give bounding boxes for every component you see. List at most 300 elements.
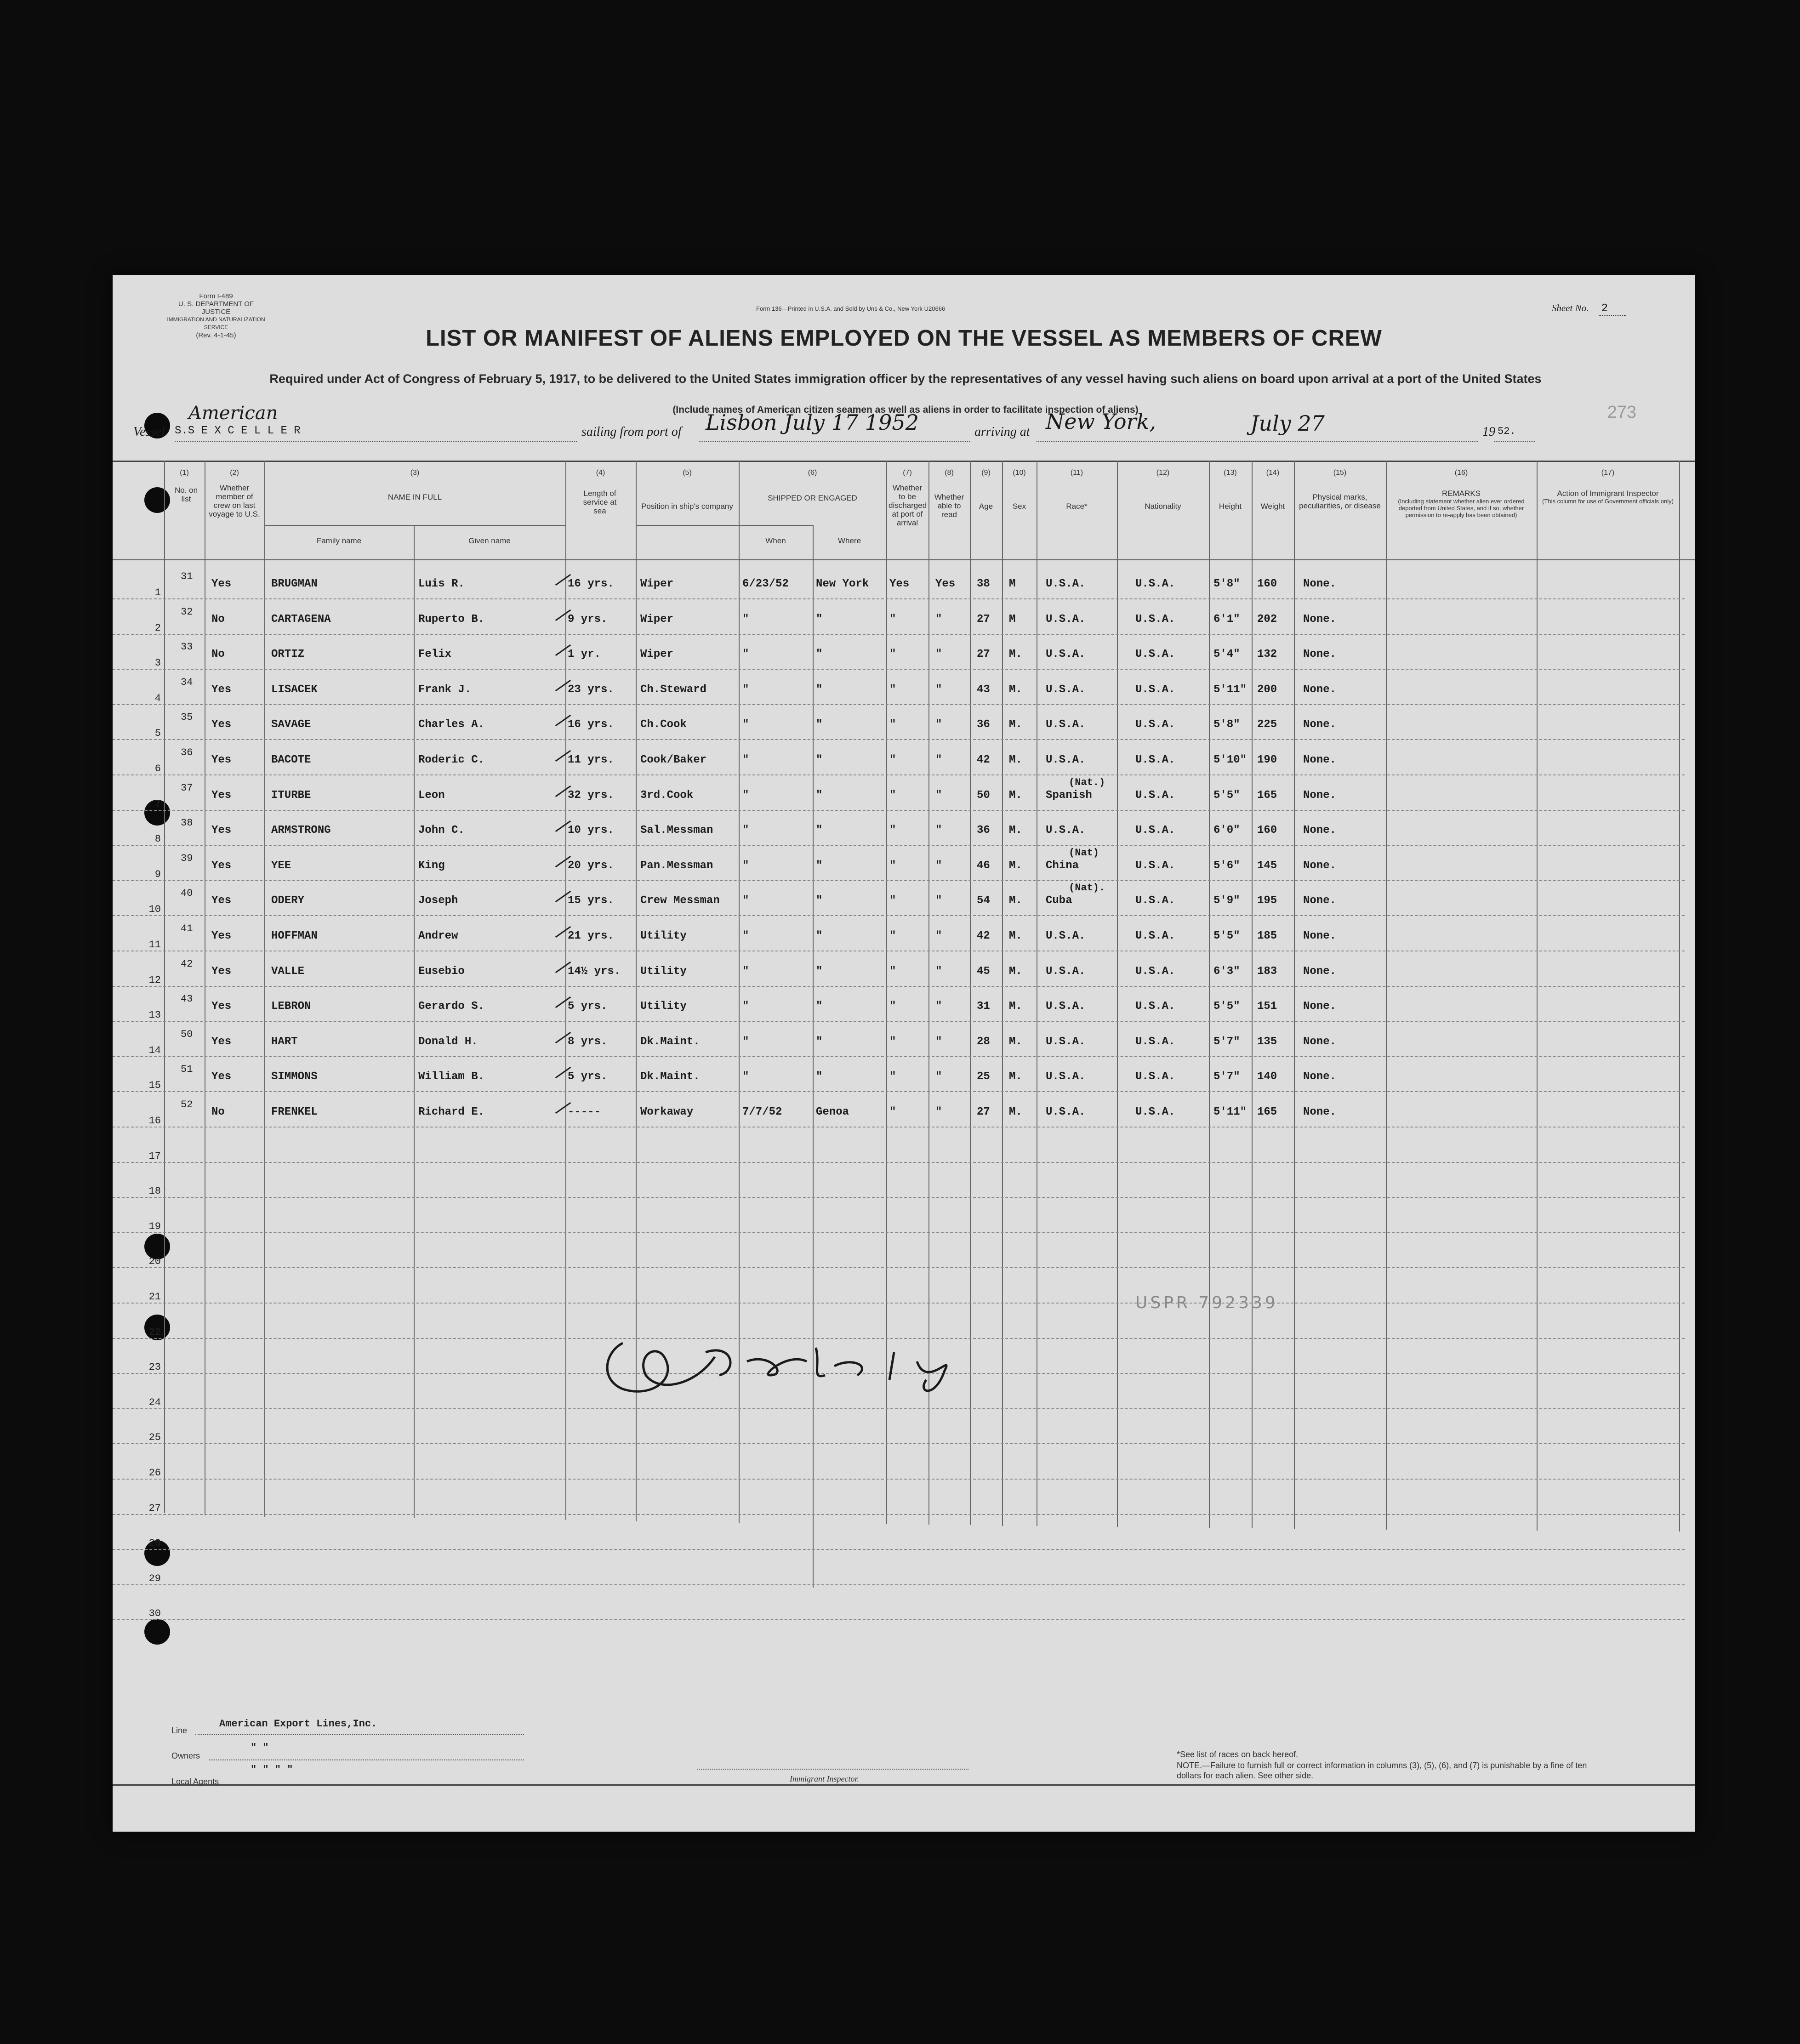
- row-divider: [113, 1443, 1685, 1444]
- cell-no: 38: [181, 817, 193, 829]
- cell-given: Joseph: [418, 894, 458, 907]
- cell-service: 16 yrs.: [568, 718, 614, 731]
- cell-age: 50: [977, 789, 990, 802]
- row-number: 28: [148, 1537, 161, 1549]
- vessel-label: Vessel: [133, 425, 165, 439]
- col-num: (10): [1013, 469, 1026, 477]
- cell-when: ": [742, 718, 749, 731]
- cell-where: New York: [816, 578, 869, 590]
- cell-service: 32 yrs.: [568, 789, 614, 802]
- cell-given: Roderic C.: [418, 754, 485, 766]
- instruction-note: (Include names of American citizen seamen as well as aliens in order to facilitate inspection of aliens): [672, 404, 1139, 415]
- row-divider: [113, 1514, 1685, 1515]
- cell-height: 5'9": [1213, 894, 1240, 907]
- action-note: (This column for use of Government officials only): [1542, 498, 1674, 505]
- row-number: 30: [148, 1608, 161, 1620]
- row-number: 22: [148, 1326, 161, 1338]
- cell-no: 42: [181, 958, 193, 970]
- cell-where: ": [816, 1035, 823, 1048]
- row-number: 20: [148, 1256, 161, 1268]
- line-label: Line: [171, 1726, 188, 1735]
- cell-service: 8 yrs.: [568, 1035, 608, 1048]
- cell-position: Wiper: [640, 613, 674, 626]
- cell-discharged: ": [889, 859, 896, 872]
- cell-prev: Yes: [211, 718, 232, 731]
- cell-weight: 190: [1257, 754, 1277, 766]
- inspector-signature: [595, 1319, 1009, 1417]
- cell-family: ARMSTRONG: [271, 824, 331, 837]
- inspector-label: Immigrant Inspector.: [790, 1774, 859, 1783]
- cell-prev: Yes: [211, 1035, 232, 1048]
- cell-discharged: ": [889, 824, 896, 837]
- col-head-marks: Physical marks, peculiarities, or disease: [1299, 493, 1381, 510]
- cell-no: 35: [181, 712, 193, 723]
- col-head-sex: Sex: [1012, 502, 1026, 511]
- cell-race: U.S.A.: [1046, 754, 1086, 766]
- cell-weight: 145: [1257, 859, 1277, 872]
- row-divider: [113, 739, 1685, 740]
- year-value: 52.: [1498, 426, 1516, 437]
- row-number: 14: [148, 1044, 161, 1056]
- cell-family: ITURBE: [271, 789, 311, 802]
- cell-discharged: ": [889, 1070, 896, 1083]
- cell-when: 7/7/52: [742, 1106, 782, 1118]
- cell-read: ": [935, 930, 942, 942]
- cell-no: 39: [181, 852, 193, 864]
- row-divider: [113, 1021, 1685, 1022]
- cell-no: 34: [181, 676, 193, 688]
- cell-age: 36: [977, 718, 990, 731]
- cell-marks: None.: [1303, 578, 1337, 590]
- cell-when: ": [742, 754, 749, 766]
- row-number: 11: [148, 939, 161, 951]
- col-head-service: Length of service at sea: [583, 489, 617, 515]
- sailing-port: Lisbon July 17 1952: [706, 410, 919, 435]
- row-number: 26: [148, 1467, 161, 1479]
- cell-race: U.S.A.: [1046, 683, 1086, 696]
- cell-family: FRENKEL: [271, 1106, 318, 1118]
- cell-when: ": [742, 930, 749, 942]
- cell-prev: Yes: [211, 965, 232, 978]
- cell-given: Luis R.: [418, 578, 465, 590]
- cell-marks: None.: [1303, 1106, 1337, 1118]
- row-divider: [113, 1303, 1685, 1304]
- cell-position: Wiper: [640, 648, 674, 661]
- row-number: 4: [154, 692, 161, 704]
- cell-position: Sal.Messman: [640, 824, 713, 837]
- cell-when: ": [742, 613, 749, 626]
- cell-prev: Yes: [211, 1070, 232, 1083]
- cell-read: Yes: [935, 578, 956, 590]
- cell-weight: 183: [1257, 965, 1277, 978]
- row-number: 3: [154, 657, 161, 669]
- cell-no: 32: [181, 606, 193, 618]
- cell-position: Ch.Steward: [640, 683, 707, 696]
- cell-family: LISACEK: [271, 683, 318, 696]
- col-num: (7): [903, 469, 912, 477]
- cell-no: 33: [181, 641, 193, 653]
- col-num: (15): [1333, 469, 1347, 477]
- col-num: (14): [1266, 469, 1280, 477]
- cell-age: 27: [977, 648, 990, 661]
- cell-height: 5'8": [1213, 718, 1240, 731]
- row-number: 29: [148, 1572, 161, 1584]
- cell-height: 5'11": [1213, 683, 1247, 696]
- cell-marks: None.: [1303, 965, 1337, 978]
- cell-height: 5'11": [1213, 1106, 1247, 1118]
- cell-nationality: U.S.A.: [1135, 894, 1175, 907]
- cell-nationality: U.S.A.: [1135, 1000, 1175, 1013]
- cell-where: ": [816, 683, 823, 696]
- col-num: (1): [180, 469, 189, 477]
- cell-prev: Yes: [211, 1000, 232, 1013]
- cell-race: Spanish: [1046, 789, 1092, 802]
- cell-nationality: U.S.A.: [1135, 824, 1175, 837]
- col-num: (2): [230, 469, 239, 477]
- cell-no: 37: [181, 782, 193, 794]
- cell-prev: Yes: [211, 578, 232, 590]
- cell-family: HART: [271, 1035, 298, 1048]
- cell-family: LEBRON: [271, 1000, 311, 1013]
- page-title: LIST OR MANIFEST OF ALIENS EMPLOYED ON THE VESSEL AS MEMBERS OF CREW: [426, 326, 1382, 351]
- col-num: (9): [981, 469, 991, 477]
- cell-read: ": [935, 965, 942, 978]
- cell-position: Ch.Cook: [640, 718, 687, 731]
- row-divider: [113, 704, 1685, 705]
- cell-given: Felix: [418, 648, 452, 661]
- uspr-annotation: USPR 792339: [1135, 1293, 1278, 1312]
- col-head-position: Position in ship's company: [641, 502, 733, 511]
- cell-where: ": [816, 648, 823, 661]
- cell-read: ": [935, 859, 942, 872]
- cell-sex: M.: [1009, 930, 1022, 942]
- year-prefix: 19: [1482, 425, 1495, 439]
- cell-family: SIMMONS: [271, 1070, 318, 1083]
- cell-weight: 151: [1257, 1000, 1277, 1013]
- cell-when: ": [742, 1035, 749, 1048]
- row-number: 13: [148, 1009, 161, 1021]
- row-divider: [113, 810, 1685, 811]
- cell-position: Wiper: [640, 578, 674, 590]
- row-divider: [113, 1197, 1685, 1198]
- cell-given: William B.: [418, 1070, 485, 1083]
- cell-prev: No: [211, 613, 225, 626]
- cell-marks: None.: [1303, 894, 1337, 907]
- cell-position: Utility: [640, 1000, 687, 1013]
- cell-nationality: U.S.A.: [1135, 965, 1175, 978]
- cell-service: 14½ yrs.: [568, 965, 621, 978]
- col-head-given: Given name: [468, 536, 511, 545]
- cell-weight: 195: [1257, 894, 1277, 907]
- cell-prev: Yes: [211, 824, 232, 837]
- cell-discharged: ": [889, 1035, 896, 1048]
- cell-family: YEE: [271, 859, 291, 872]
- cell-discharged: ": [889, 754, 896, 766]
- cell-family: ODERY: [271, 894, 305, 907]
- row-divider: [113, 986, 1685, 987]
- cell-discharged: ": [889, 648, 896, 661]
- row-divider: [113, 1056, 1685, 1057]
- cell-no: 41: [181, 923, 193, 934]
- col-num: (5): [683, 469, 692, 477]
- cell-nationality: U.S.A.: [1135, 613, 1175, 626]
- cell-height: 5'7": [1213, 1070, 1240, 1083]
- cell-race: U.S.A.: [1046, 613, 1086, 626]
- cell-weight: 225: [1257, 718, 1277, 731]
- col-num: (17): [1601, 469, 1615, 477]
- cell-race-note: (Nat).: [1069, 882, 1105, 894]
- cell-nationality: U.S.A.: [1135, 1035, 1175, 1048]
- cell-height: 6'1": [1213, 613, 1240, 626]
- cell-nationality: U.S.A.: [1135, 683, 1175, 696]
- cell-age: 38: [977, 578, 990, 590]
- col-head-race: Race*: [1066, 502, 1088, 511]
- agents-label: Local Agents: [171, 1777, 219, 1786]
- cell-weight: 132: [1257, 648, 1277, 661]
- cell-when: ": [742, 683, 749, 696]
- cell-marks: None.: [1303, 683, 1337, 696]
- cell-prev: Yes: [211, 859, 232, 872]
- cell-family: BACOTE: [271, 754, 311, 766]
- cell-age: 54: [977, 894, 990, 907]
- cell-sex: M.: [1009, 859, 1022, 872]
- row-number: 5: [154, 728, 161, 740]
- cell-age: 42: [977, 930, 990, 942]
- cell-weight: 140: [1257, 1070, 1277, 1083]
- cell-nationality: U.S.A.: [1135, 1070, 1175, 1083]
- cell-when: ": [742, 1000, 749, 1013]
- col-head-weight: Weight: [1260, 502, 1285, 511]
- cell-race: U.S.A.: [1046, 1106, 1086, 1118]
- cell-given: John C.: [418, 824, 465, 837]
- cell-service: 1 yr.: [568, 648, 601, 661]
- cell-weight: 165: [1257, 1106, 1277, 1118]
- cell-where: ": [816, 824, 823, 837]
- cell-weight: 200: [1257, 683, 1277, 696]
- printer-line: Form 136—Printed in U.S.A. and Sold by Uns & Co., New York U20666: [756, 305, 946, 312]
- cell-position: Crew Messman: [640, 894, 720, 907]
- cell-marks: None.: [1303, 1070, 1337, 1083]
- cell-position: Utility: [640, 930, 687, 942]
- row-number: 27: [148, 1502, 161, 1514]
- cell-position: Pan.Messman: [640, 859, 713, 872]
- cell-when: 6/23/52: [742, 578, 789, 590]
- cell-age: 43: [977, 683, 990, 696]
- cell-where: ": [816, 1070, 823, 1083]
- row-divider: [113, 1162, 1685, 1163]
- line-value: American Export Lines,Inc.: [219, 1718, 377, 1730]
- row-number: 2: [154, 622, 161, 634]
- cell-discharged: ": [889, 1000, 896, 1013]
- col-head-remarks: [1388, 489, 1534, 518]
- cell-where: ": [816, 613, 823, 626]
- cell-where: ": [816, 754, 823, 766]
- cell-given: Eusebio: [418, 965, 465, 978]
- cell-given: Leon: [418, 789, 445, 802]
- cell-discharged: ": [889, 613, 896, 626]
- cell-when: ": [742, 824, 749, 837]
- cell-age: 46: [977, 859, 990, 872]
- cell-where: ": [816, 718, 823, 731]
- cell-nationality: U.S.A.: [1135, 789, 1175, 802]
- row-divider: [113, 880, 1685, 881]
- col-num: (11): [1070, 469, 1083, 477]
- arrival-date: July 27: [1250, 411, 1325, 436]
- cell-service: 21 yrs.: [568, 930, 614, 942]
- cell-sex: M.: [1009, 648, 1022, 661]
- cell-prev: No: [211, 1106, 225, 1118]
- cell-read: ": [935, 789, 942, 802]
- cell-given: Andrew: [418, 930, 458, 942]
- manifest-sheet: [113, 275, 1695, 1832]
- cell-position: 3rd.Cook: [640, 789, 694, 802]
- cell-age: 36: [977, 824, 990, 837]
- cell-sex: M.: [1009, 718, 1022, 731]
- cell-where: ": [816, 789, 823, 802]
- cell-sex: M.: [1009, 789, 1022, 802]
- cell-read: ": [935, 613, 942, 626]
- cell-age: 27: [977, 613, 990, 626]
- cell-race: U.S.A.: [1046, 648, 1086, 661]
- row-number: 18: [148, 1185, 161, 1197]
- cell-age: 45: [977, 965, 990, 978]
- cell-where: ": [816, 965, 823, 978]
- cell-family: VALLE: [271, 965, 305, 978]
- cell-read: ": [935, 894, 942, 907]
- cell-marks: None.: [1303, 789, 1337, 802]
- col-num: (16): [1454, 469, 1468, 477]
- cell-position: Dk.Maint.: [640, 1035, 700, 1048]
- cell-race-note: (Nat): [1069, 847, 1099, 859]
- cell-service: 9 yrs.: [568, 613, 608, 626]
- col-head-family: Family name: [316, 536, 362, 545]
- col-num: (12): [1156, 469, 1170, 477]
- cell-height: 5'5": [1213, 789, 1240, 802]
- row-number: 24: [148, 1396, 161, 1408]
- cell-sex: M.: [1009, 1106, 1022, 1118]
- cell-sex: M.: [1009, 1070, 1022, 1083]
- col-head-prev-voyage: Whether member of crew on last voyage to U.S.: [209, 484, 260, 518]
- cell-race-note: (Nat.): [1069, 776, 1105, 788]
- row-number: 17: [148, 1150, 161, 1162]
- cell-read: ": [935, 1070, 942, 1083]
- cell-service: 16 yrs.: [568, 578, 614, 590]
- col-num: (6): [808, 469, 817, 477]
- row-number: 7: [154, 798, 161, 810]
- cell-discharged: Yes: [889, 578, 910, 590]
- signature-text: J B Hand Insp: [595, 1319, 638, 1327]
- row-divider: [113, 845, 1685, 846]
- row-divider: [113, 1267, 1685, 1268]
- cell-race: U.S.A.: [1046, 965, 1086, 978]
- cell-race: U.S.A.: [1046, 1070, 1086, 1083]
- cell-discharged: ": [889, 789, 896, 802]
- cell-prev: Yes: [211, 894, 232, 907]
- crew-table: [113, 461, 1695, 1785]
- cell-service: 20 yrs.: [568, 859, 614, 872]
- sheet-number: [1552, 302, 1626, 315]
- col-head-height: Height: [1219, 502, 1242, 511]
- row-number: 23: [148, 1361, 161, 1373]
- cell-prev: Yes: [211, 930, 232, 942]
- arriving-label: arriving at: [974, 425, 1030, 439]
- cell-sex: M.: [1009, 965, 1022, 978]
- col-num: (13): [1224, 469, 1237, 477]
- row-divider: [113, 1619, 1685, 1620]
- cell-service: 10 yrs.: [568, 824, 614, 837]
- cell-weight: 202: [1257, 613, 1277, 626]
- cell-race: U.S.A.: [1046, 1000, 1086, 1013]
- cell-sex: M.: [1009, 1035, 1022, 1048]
- cell-given: Charles A.: [418, 718, 485, 731]
- row-divider: [113, 1549, 1685, 1550]
- row-divider: [113, 1584, 1685, 1585]
- cell-nationality: U.S.A.: [1135, 578, 1175, 590]
- cell-no: 51: [181, 1064, 193, 1076]
- cell-no: 52: [181, 1099, 193, 1110]
- row-divider: [113, 1232, 1685, 1233]
- cell-where: ": [816, 859, 823, 872]
- cell-age: 42: [977, 754, 990, 766]
- cell-given: King: [418, 859, 445, 872]
- agents-value: " " " ": [251, 1764, 293, 1776]
- col-head-where: Where: [837, 536, 861, 545]
- cell-age: 28: [977, 1035, 990, 1048]
- cell-where: ": [816, 930, 823, 942]
- service-name: IMMIGRATION AND NATURALIZATION SERVICE: [167, 316, 265, 330]
- cell-family: SAVAGE: [271, 718, 311, 731]
- cell-read: ": [935, 1106, 942, 1118]
- cell-height: 5'4": [1213, 648, 1240, 661]
- vessel-name: S.S E X C E L L E R: [175, 425, 301, 437]
- cell-discharged: ": [889, 965, 896, 978]
- cell-marks: None.: [1303, 930, 1337, 942]
- row-number: 6: [154, 763, 161, 774]
- cell-height: 5'5": [1213, 930, 1240, 942]
- cell-sex: M.: [1009, 894, 1022, 907]
- cell-height: 5'5": [1213, 1000, 1240, 1013]
- cell-nationality: U.S.A.: [1135, 1106, 1175, 1118]
- col-head-read: Whether able to read: [934, 493, 964, 519]
- arriving-port: New York,: [1046, 409, 1156, 434]
- cell-read: ": [935, 648, 942, 661]
- cell-sex: M: [1009, 578, 1016, 590]
- col-head-no: No. on list: [174, 486, 198, 503]
- row-divider: [113, 598, 1685, 599]
- col-head-age: Age: [979, 502, 993, 511]
- cell-when: ": [742, 1070, 749, 1083]
- cell-no: 50: [181, 1028, 193, 1040]
- cell-read: ": [935, 683, 942, 696]
- remarks-note: (Including statement whether alien ever ordered deported from United States, and if so, whether permission to re-apply has been obtained): [1398, 498, 1525, 518]
- cell-height: 5'8": [1213, 578, 1240, 590]
- row-number: 16: [148, 1115, 161, 1127]
- col-head-when: When: [765, 536, 786, 545]
- row-divider: [113, 774, 1685, 775]
- cell-service: 11 yrs.: [568, 754, 614, 766]
- cell-marks: None.: [1303, 754, 1337, 766]
- cell-where: ": [816, 894, 823, 907]
- cell-weight: 160: [1257, 578, 1277, 590]
- cell-discharged: ": [889, 683, 896, 696]
- cell-nationality: U.S.A.: [1135, 648, 1175, 661]
- cell-prev: Yes: [211, 754, 232, 766]
- cell-read: ": [935, 1035, 942, 1048]
- cell-service: 5 yrs.: [568, 1000, 608, 1013]
- cell-marks: None.: [1303, 718, 1337, 731]
- cell-no: 31: [181, 571, 193, 582]
- cell-marks: None.: [1303, 1000, 1337, 1013]
